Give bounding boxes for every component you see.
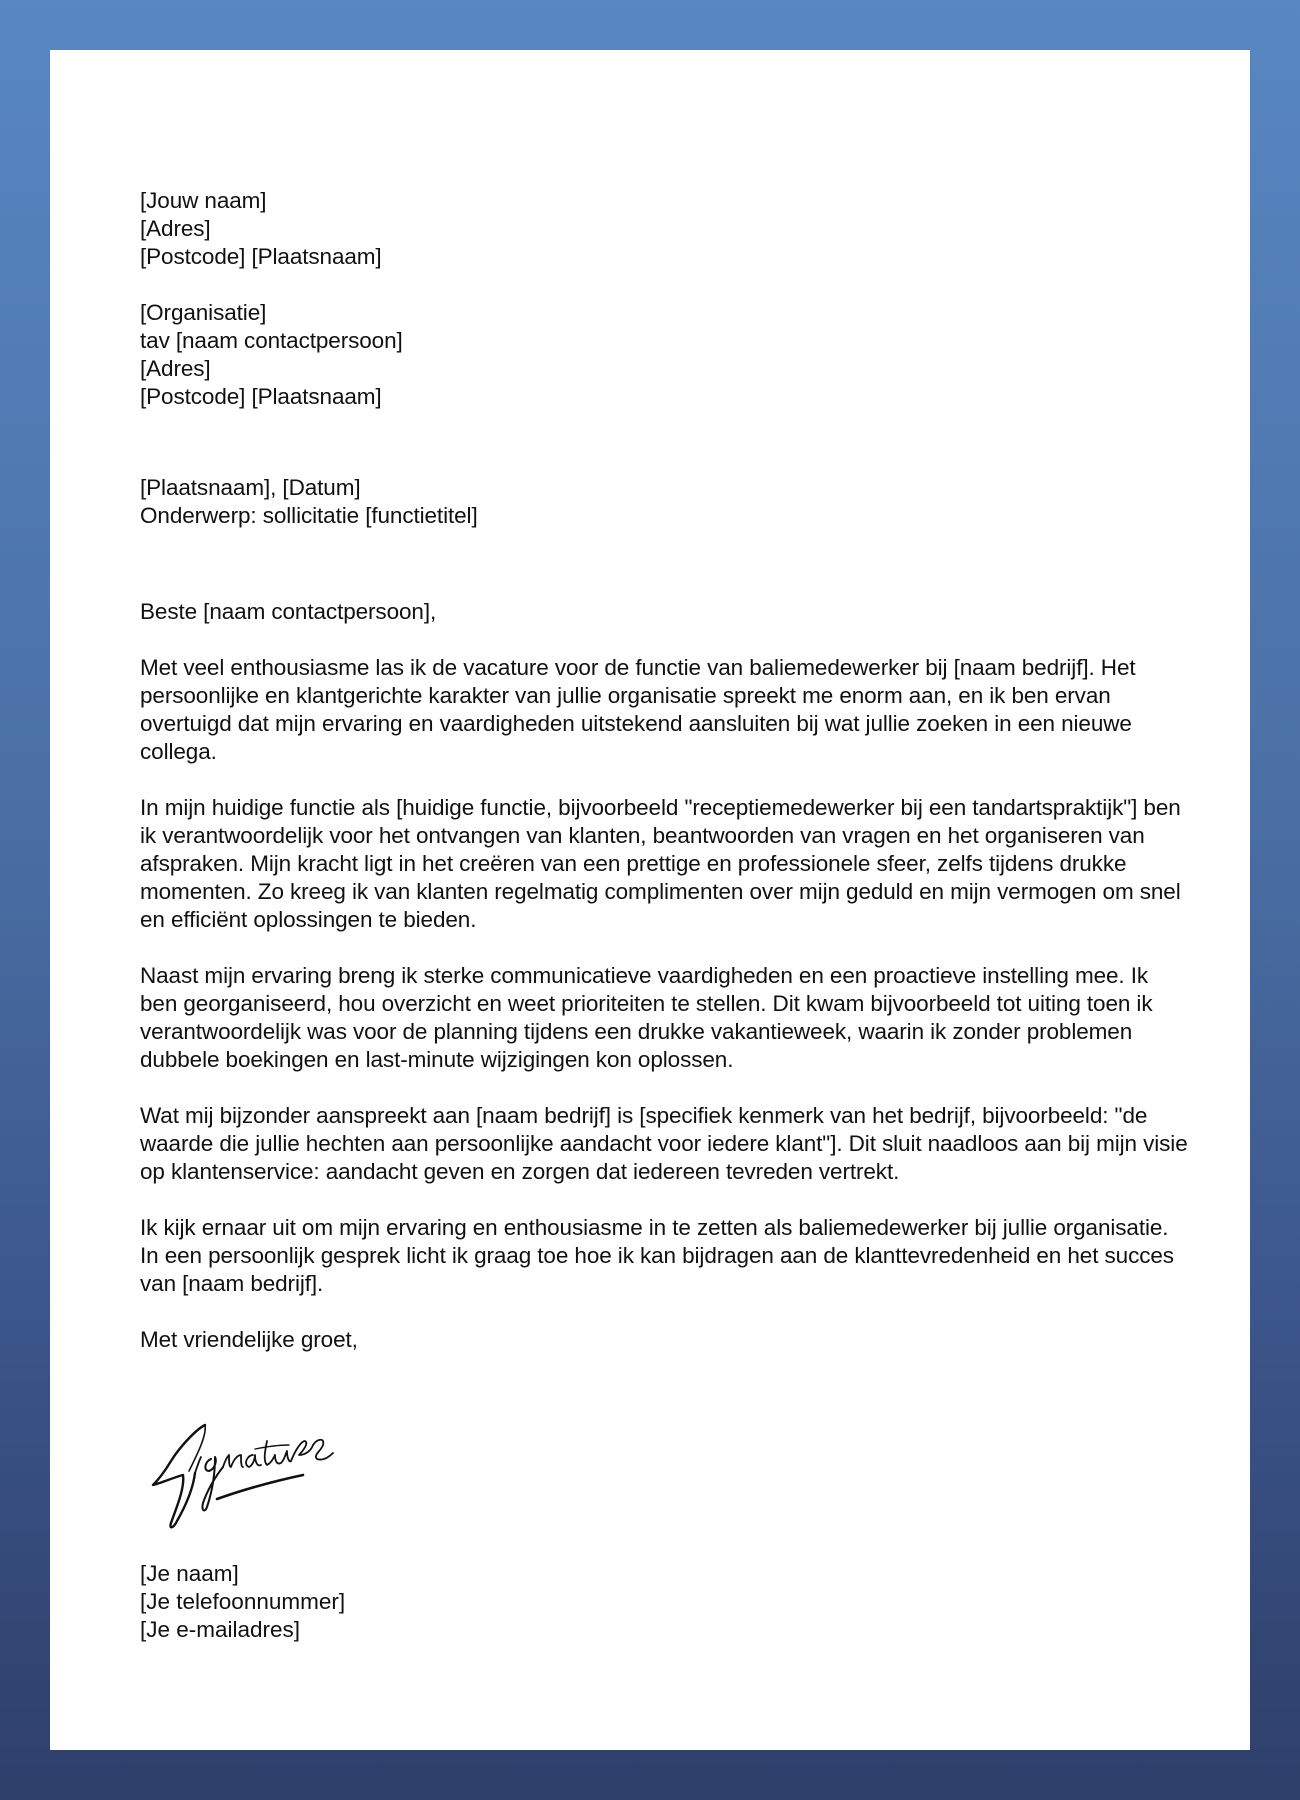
place-date: [Plaatsnaam], [Datum] xyxy=(140,475,361,500)
paragraph-current-role: In mijn huidige functie als [huidige functie, bijvoorbeeld "receptiemedewerker bij een tandartspraktijk"] ben ik verantwoordelijk voor het ontvangen van klanten, beantwoorden van vragen en het organiseren van afspraken. Mijn kracht ligt in het creëren van een prettige en professionele sfeer, zelfs tijdens drukke momenten. Zo kreeg ik van klanten regelmatig complimenten over mijn geduld en mijn vermogen om snel en efficiënt oplossingen te bieden. xyxy=(140,795,1181,932)
paragraph-conclusion: Ik kijk ernaar uit om mijn ervaring en enthousiasme in te zetten als baliemedewerker bij jullie organisatie. In een persoonlijk gesprek licht ik graag toe hoe ik kan bijdragen aan de klanttevredenheid en het succes van [naam bedrijf]. xyxy=(140,1215,1174,1296)
paragraph-intro: Met veel enthousiasme las ik de vacature voor de functie van baliemedewerker bij [naam bedrijf]. Het persoonlijke en klantgerichte karakter van jullie organisatie spreekt me enorm aan, en ik ben ervan overtuigd dat mijn ervaring en vaardigheden uitstekend aansluiten bij wat jullie zoeken in een nieuwe collega. xyxy=(140,655,1136,764)
paragraph-skills: Naast mijn ervaring breng ik sterke communicatieve vaardigheden en een proactieve instelling mee. Ik ben georganiseerd, hou overzicht en weet prioriteiten te stellen. Dit kwam bijvoorbeeld tot uiting toen ik verantwoordelijk was voor de planning tijdens een drukke vakantieweek, waarin ik zonder problemen dubbele boekingen en last-minute wijzigingen kon oplossen. xyxy=(140,963,1153,1072)
sender-postal: [Postcode] [Plaatsnaam] xyxy=(140,244,382,269)
closing: Met vriendelijke groet, xyxy=(140,1327,358,1352)
salutation: Beste [naam contactpersoon], xyxy=(140,599,437,624)
recipient-postal: [Postcode] [Plaatsnaam] xyxy=(140,384,382,409)
handwritten-signature-icon xyxy=(145,1415,345,1545)
recipient-block xyxy=(140,299,1190,411)
sender-address: [Adres] xyxy=(140,216,211,241)
signer-name: [Je naam] xyxy=(140,1561,239,1586)
recipient-address: [Adres] xyxy=(140,356,211,381)
sender-name: [Jouw naam] xyxy=(140,188,267,213)
recipient-attention: tav [naam contactpersoon] xyxy=(140,328,403,353)
meta-block xyxy=(140,474,1190,530)
signer-phone: [Je telefoonnummer] xyxy=(140,1589,346,1614)
sender-block xyxy=(140,187,1190,271)
paragraph-company-fit: Wat mij bijzonder aanspreekt aan [naam bedrijf] is [specifiek kenmerk van het bedrijf, bijvoorbeeld: "de waarde die jullie hechten aan persoonlijke aandacht voor iedere klant"]. Dit sluit naadloos aan bij mijn visie op klantenservice: aandacht geven en zorgen dat iedereen tevreden vertrekt. xyxy=(140,1103,1188,1184)
subject-line: Onderwerp: sollicitatie [functietitel] xyxy=(140,503,478,528)
contact-block xyxy=(140,1560,345,1644)
recipient-organisation: [Organisatie] xyxy=(140,300,267,325)
signer-email: [Je e-mailadres] xyxy=(140,1617,301,1642)
letter-body xyxy=(140,187,1190,1354)
letter-page xyxy=(50,50,1250,1750)
